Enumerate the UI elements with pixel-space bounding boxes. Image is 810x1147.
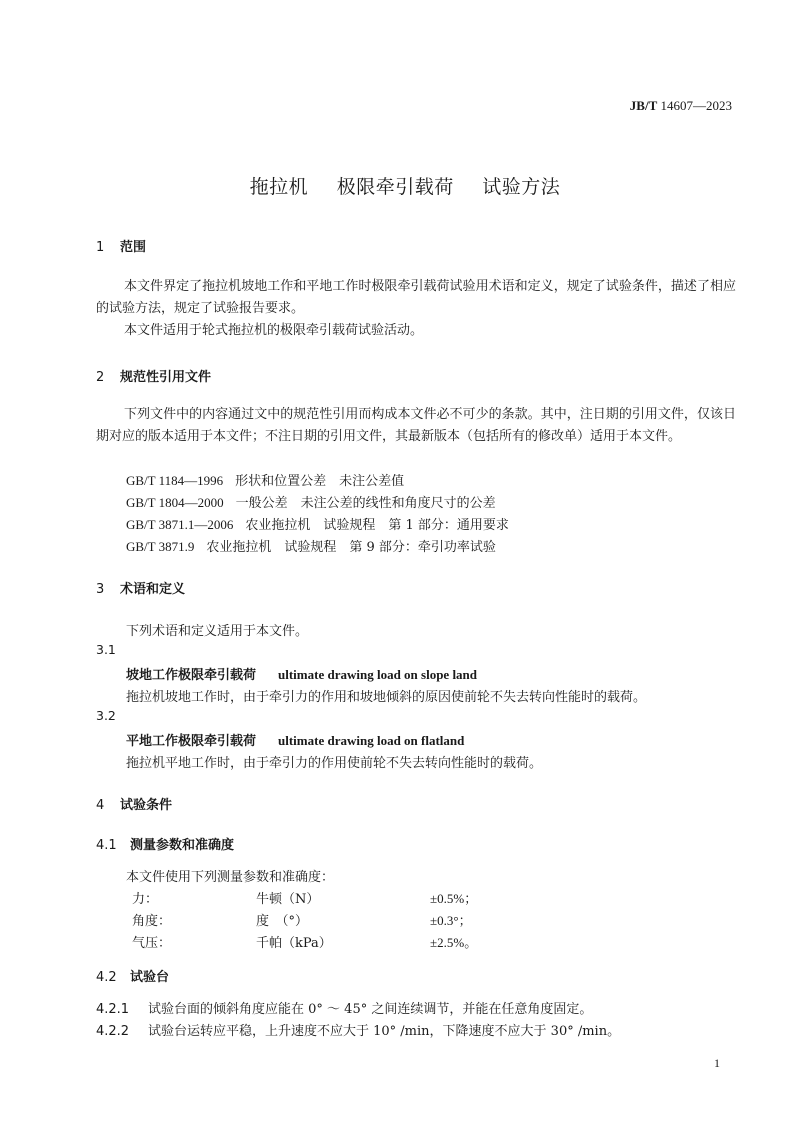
reference-item (126, 514, 509, 533)
reference-item (126, 470, 404, 489)
page-number: 1 (714, 1056, 720, 1070)
param-unit: 千帕（kPa） (256, 936, 332, 951)
reference-title: 农业拖拉机 试验规程 第 9 部分：牵引功率试验 (206, 540, 496, 555)
section-number: 3 (96, 582, 105, 597)
param-accuracy: ±0.5%； (430, 891, 478, 906)
term-chinese: 平地工作极限牵引载荷 (126, 734, 257, 749)
subsection-4-1-heading (96, 834, 234, 853)
section-number: 2 (96, 370, 105, 385)
term-chinese: 坡地工作极限牵引载荷 (126, 668, 257, 683)
reference-code: GB/T 1184—1996 (126, 473, 224, 488)
term-definition: 拖拉机平地工作时，由于牵引力的作用使前轮不失去转向性能时的载荷。 (126, 756, 543, 771)
standard-code-number: 14607—2023 (660, 98, 732, 113)
clause-4-2-1 (96, 998, 592, 1017)
section-3-heading (96, 578, 185, 597)
measurement-intro: 本文件使用下列测量参数和准确度： (126, 870, 335, 885)
reference-item (126, 536, 496, 555)
title-part-2: 极限牵引载荷 (336, 176, 454, 198)
subsection-number: 4.2 (96, 970, 117, 985)
clause-text: 试验台面的倾斜角度应能在 0° ～ 45° 之间连续调节，并能在任意角度固定。 (148, 1002, 593, 1017)
term-entry (126, 664, 477, 683)
scope-paragraph-2: 本文件适用于轮式拖拉机的极限牵引载荷试验活动。 (124, 323, 424, 338)
term-definition: 拖拉机坡地工作时，由于牵引力的作用和坡地倾斜的原因使前轮不失去转向性能时的载荷。 (126, 690, 647, 705)
reference-item (126, 492, 496, 511)
title-part-3: 试验方法 (482, 176, 561, 198)
reference-code: GB/T 3871.1—2006 (126, 517, 234, 532)
param-name: 角度： (132, 914, 172, 929)
clause-number: 4.2.1 (96, 1002, 130, 1017)
clause-4-2-2 (96, 1020, 620, 1039)
subsection-title: 测量参数和准确度 (130, 838, 235, 853)
param-accuracy: ±0.3°； (430, 913, 472, 928)
section-4-heading (96, 794, 172, 813)
standard-code (630, 98, 732, 114)
param-accuracy: ±2.5%。 (430, 935, 478, 950)
terms-intro: 下列术语和定义适用于本文件。 (126, 624, 309, 639)
reference-title: 农业拖拉机 试验规程 第 1 部分：通用要求 (245, 518, 509, 533)
term-number: 3.2 (96, 708, 116, 723)
subsection-4-2-heading (96, 966, 169, 985)
clause-number: 4.2.2 (96, 1024, 130, 1039)
term-entry (126, 730, 464, 749)
reference-title: 形状和位置公差 未注公差值 (235, 474, 405, 489)
subsection-title: 试验台 (130, 970, 170, 985)
term-english: ultimate drawing load on slope land (278, 667, 478, 682)
subsection-number: 4.1 (96, 838, 117, 853)
reference-code: GB/T 1804—2000 (126, 495, 224, 510)
reference-code: GB/T 3871.9 (126, 539, 195, 554)
param-unit: 牛顿（N） (256, 892, 320, 907)
term-number: 3.1 (96, 642, 116, 657)
standard-code-prefix: JB/T (629, 98, 658, 113)
section-number: 1 (96, 240, 105, 255)
param-name: 气压： (132, 936, 172, 951)
param-name: 力： (132, 892, 159, 907)
section-2-heading (96, 366, 211, 385)
scope-paragraph-1: 本文件界定了拖拉机坡地工作和平地工作时极限牵引载荷试验用术语和定义，规定了试验条件，描述了相应的试验方法，规定了试验报告要求。 (96, 279, 736, 316)
document-title (0, 172, 810, 199)
section-title: 范围 (120, 240, 147, 255)
reference-title: 一般公差 未注公差的线性和角度尺寸的公差 (235, 496, 496, 511)
section-title: 规范性引用文件 (120, 370, 212, 385)
section-1-heading (96, 236, 146, 255)
section-title: 术语和定义 (120, 582, 186, 597)
title-part-1: 拖拉机 (249, 176, 309, 198)
term-english: ultimate drawing load on flatland (278, 733, 465, 748)
section-title: 试验条件 (120, 798, 173, 813)
param-unit: 度 （°） (256, 914, 309, 929)
references-intro: 下列文件中的内容通过文中的规范性引用而构成本文件必不可少的条款。其中，注日期的引用文件，仅该日期对应的版本适用于本文件；不注日期的引用文件，其最新版本（包括所有的修改单）适用于本文件。 (96, 407, 736, 444)
clause-text: 试验台运转应平稳，上升速度不应大于 10° /min，下降速度不应大于 30° /min。 (148, 1024, 621, 1039)
section-number: 4 (96, 798, 105, 813)
